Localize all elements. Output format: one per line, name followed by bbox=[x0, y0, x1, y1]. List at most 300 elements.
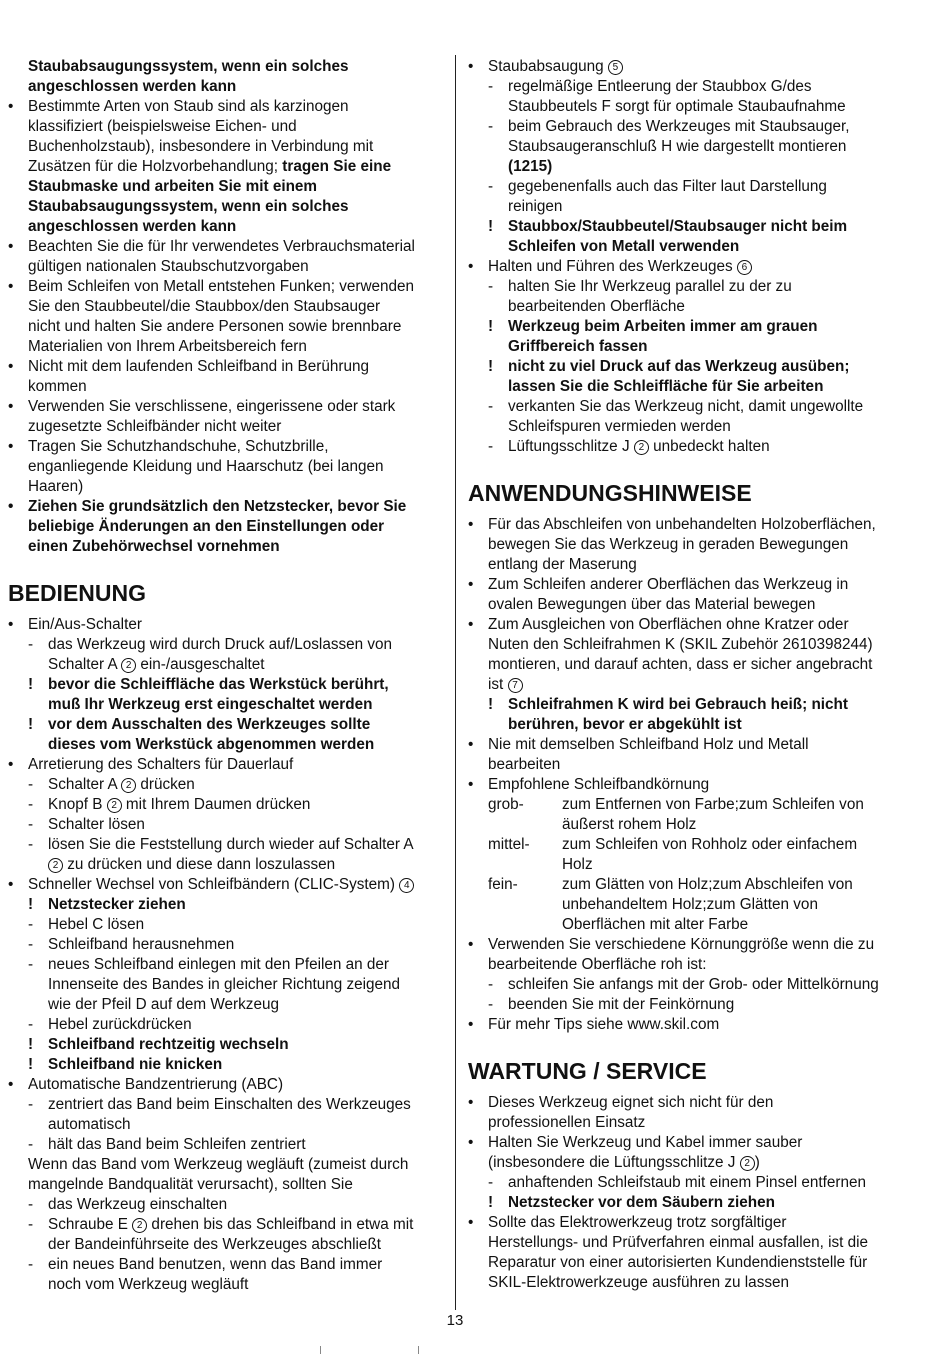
text-line bbox=[8, 695, 440, 715]
text-span: Dieses Werkzeug eignet sich nicht für den bbox=[488, 1094, 774, 1111]
bullet-marker: • bbox=[8, 398, 14, 415]
text-span: Verwenden Sie verschlissene, eingerissene oder stark bbox=[28, 398, 396, 415]
text-line bbox=[468, 257, 904, 277]
text-span: ein-/ausgeschaltet bbox=[136, 656, 265, 673]
dash-marker: - bbox=[28, 936, 34, 953]
text-span: Nie mit demselben Schleifband Holz und Metall bbox=[488, 736, 809, 753]
grit-term: mittel- bbox=[488, 836, 530, 853]
text-span: ovalen Bewegungen über das Material bewegen bbox=[488, 596, 816, 613]
text-line bbox=[8, 1215, 440, 1235]
grit-row bbox=[468, 875, 904, 895]
warning-marker: ! bbox=[28, 1036, 34, 1053]
text-span: der Bandeinführseite des Werkzeuges abschließt bbox=[48, 1236, 382, 1253]
text-span: Halten und Führen des Werkzeuges bbox=[488, 258, 737, 275]
text-line bbox=[468, 755, 904, 775]
text-line bbox=[468, 357, 904, 377]
text-span: lösen Sie die Feststellung durch wieder auf Schalter A bbox=[48, 836, 414, 853]
grit-description: zum Schleifen von Rohholz oder einfachem bbox=[562, 836, 858, 853]
text-line bbox=[8, 935, 440, 955]
text-span: halten Sie Ihr Werkzeug parallel zu der zu bbox=[508, 278, 792, 295]
dash-marker: - bbox=[28, 1196, 34, 1213]
text-span: Bestimmte Arten von Staub sind als karzinogen bbox=[28, 98, 349, 115]
figure-reference: 2 bbox=[132, 1218, 147, 1233]
dash-marker: - bbox=[488, 278, 494, 295]
dash-marker: - bbox=[488, 118, 494, 135]
text-span: professionellen Einsatz bbox=[488, 1114, 646, 1131]
text-line bbox=[8, 137, 440, 157]
text-line bbox=[8, 955, 440, 975]
text-line bbox=[8, 1035, 440, 1055]
text-span: Beim Schleifen von Metall entstehen Funken; verwenden bbox=[28, 278, 415, 295]
text-line bbox=[8, 735, 440, 755]
text-line bbox=[468, 1273, 904, 1293]
text-span: Schneller Wechsel von Schleifbändern (CLIC-System) bbox=[28, 876, 400, 893]
bold-text: (1215) bbox=[508, 158, 553, 175]
text-span: Staubsaugeranschluß H wie dargestellt montieren bbox=[508, 138, 847, 155]
text-span: zugesetzte Schleifbänder nicht weiter bbox=[28, 418, 282, 435]
text-line bbox=[8, 775, 440, 795]
text-line bbox=[8, 995, 440, 1015]
bullet-marker: • bbox=[8, 498, 14, 515]
bullet-marker: • bbox=[468, 576, 474, 593]
bold-text: einen Zubehörwechsel vornehmen bbox=[28, 538, 280, 555]
text-span: mit Ihrem Daumen drücken bbox=[121, 796, 311, 813]
text-line bbox=[8, 257, 440, 277]
text-line bbox=[468, 1173, 904, 1193]
text-line bbox=[468, 675, 904, 695]
text-line bbox=[8, 915, 440, 935]
text-line bbox=[8, 1255, 440, 1275]
text-span: beim Gebrauch des Werkzeuges mit Staubsauger, bbox=[508, 118, 850, 135]
text-line bbox=[8, 177, 440, 197]
text-span: schleifen Sie anfangs mit der Grob- oder Mittelkörnung bbox=[508, 976, 879, 993]
text-line bbox=[468, 137, 904, 157]
text-span: Staubbeutels F sorgt für optimale Staubaufnahme bbox=[508, 98, 846, 115]
figure-reference: 2 bbox=[48, 858, 63, 873]
bold-text: Griffbereich fassen bbox=[508, 338, 648, 355]
text-span: Schraube E bbox=[48, 1216, 133, 1233]
text-line bbox=[468, 1093, 904, 1113]
dash-marker: - bbox=[488, 78, 494, 95]
dash-marker: - bbox=[28, 956, 34, 973]
text-line bbox=[8, 1155, 440, 1175]
dash-marker: - bbox=[28, 1096, 34, 1113]
bullet-marker: • bbox=[8, 876, 14, 893]
bold-text: Staubbox/Staubbeutel/Staubsauger nicht beim bbox=[508, 218, 848, 235]
text-span: das Werkzeug wird durch Druck auf/Loslassen von bbox=[48, 636, 393, 653]
bold-text: beliebige Änderungen an den Einstellungen oder bbox=[28, 518, 385, 535]
bold-text: Schleifband rechtzeitig wechseln bbox=[48, 1036, 289, 1053]
grit-term: fein- bbox=[488, 876, 518, 893]
text-line bbox=[8, 1135, 440, 1155]
grit-description: Oberflächen mit alter Farbe bbox=[562, 916, 749, 933]
text-line bbox=[468, 1153, 904, 1173]
bold-text: dieses vom Werkstück abgenommen werden bbox=[48, 736, 375, 753]
text-span: Empfohlene Schleifbandkörnung bbox=[488, 776, 710, 793]
dash-marker: - bbox=[28, 836, 34, 853]
bold-text: Staubmaske und arbeiten Sie mit einem bbox=[28, 178, 318, 195]
text-line bbox=[8, 1095, 440, 1115]
section-heading: ANWENDUNGSHINWEISE bbox=[468, 480, 752, 506]
text-line bbox=[8, 835, 440, 855]
text-span: Automatische Bandzentrierung (ABC) bbox=[28, 1076, 284, 1093]
text-line bbox=[8, 77, 440, 97]
text-span: entlang der Maserung bbox=[488, 556, 637, 573]
text-span: Sollte das Elektrowerkzeug trotz sorgfältiger bbox=[488, 1214, 787, 1231]
text-line bbox=[8, 357, 440, 377]
text-span: neues Schleifband einlegen mit den Pfeilen an der bbox=[48, 956, 390, 973]
text-span: Lüftungsschlitze J bbox=[508, 438, 634, 455]
bold-text: bevor die Schleiffläche das Werkstück berührt, bbox=[48, 676, 389, 693]
text-span: bewegen Sie das Werkzeug in geraden Bewegungen bbox=[488, 536, 849, 553]
text-span: Halten Sie Werkzeug und Kabel immer sauber bbox=[488, 1134, 803, 1151]
text-span: Zusätzen für die Holzvorbehandlung; bbox=[28, 158, 283, 175]
text-line bbox=[468, 635, 904, 655]
bullet-marker: • bbox=[468, 1214, 474, 1231]
dash-marker: - bbox=[28, 1136, 34, 1153]
dash-marker: - bbox=[28, 796, 34, 813]
text-line bbox=[468, 555, 904, 575]
bold-text: Staubabsaugungssystem, wenn ein solches bbox=[28, 198, 349, 215]
text-span: klassifiziert (beispielsweise Eichen- und bbox=[28, 118, 297, 135]
section-heading: BEDIENUNG bbox=[8, 580, 147, 606]
text-span: Für das Abschleifen von unbehandelten Holzoberflächen, bbox=[488, 516, 876, 533]
text-line bbox=[8, 1235, 440, 1255]
text-span: Arretierung des Schalters für Dauerlauf bbox=[28, 756, 294, 773]
text-line bbox=[8, 1075, 440, 1095]
text-span: Buchenholzstaub), insbesondere in Verbindung mit bbox=[28, 138, 374, 155]
dash-marker: - bbox=[488, 398, 494, 415]
grit-row bbox=[468, 855, 904, 875]
text-line bbox=[8, 1195, 440, 1215]
text-span: Wenn das Band vom Werkzeug wegläuft (zumeist durch bbox=[28, 1156, 409, 1173]
bold-text: Ziehen Sie grundsätzlich den Netzstecker, bevor Sie bbox=[28, 498, 407, 515]
dash-marker: - bbox=[488, 976, 494, 993]
page-number: 13 bbox=[446, 1312, 464, 1329]
text-span: Verwenden Sie verschiedene Körnunggröße wenn die zu bbox=[488, 936, 875, 953]
grit-row bbox=[468, 835, 904, 855]
text-line bbox=[8, 675, 440, 695]
bullet-marker: • bbox=[468, 936, 474, 953]
text-span: zentriert das Band beim Einschalten des Werkzeuges bbox=[48, 1096, 411, 1113]
bullet-marker: • bbox=[468, 1134, 474, 1151]
bold-text: Netzstecker vor dem Säubern ziehen bbox=[508, 1194, 775, 1211]
warning-marker: ! bbox=[488, 318, 494, 335]
text-span: kommen bbox=[28, 378, 87, 395]
text-span: Innenseite des Bandes in gleicher Richtung zeigend bbox=[48, 976, 401, 993]
text-span: Zum Ausgleichen von Oberflächen ohne Kratzer oder bbox=[488, 616, 849, 633]
text-span: beenden Sie mit der Feinkörnung bbox=[508, 996, 735, 1013]
text-line bbox=[468, 695, 904, 715]
bullet-marker: • bbox=[468, 1016, 474, 1033]
text-span: zu drücken und diese dann loszulassen bbox=[63, 856, 336, 873]
text-line bbox=[8, 537, 440, 557]
text-span: Schleifband herausnehmen bbox=[48, 936, 235, 953]
text-span: Sie den Staubbeutel/die Staubbox/den Staubsauger bbox=[28, 298, 381, 315]
text-span: Haaren) bbox=[28, 478, 84, 495]
text-span: hält das Band beim Schleifen zentriert bbox=[48, 1136, 306, 1153]
bullet-marker: • bbox=[468, 516, 474, 533]
warning-marker: ! bbox=[28, 676, 34, 693]
section-heading: WARTUNG / SERVICE bbox=[468, 1058, 707, 1084]
bold-text: berühren, bevor er abgekühlt ist bbox=[508, 716, 742, 733]
text-line bbox=[468, 57, 904, 77]
figure-reference: 6 bbox=[737, 260, 752, 275]
text-line bbox=[468, 277, 904, 297]
text-span: Tragen Sie Schutzhandschuhe, Schutzbrille, bbox=[28, 438, 329, 455]
bold-text: Netzstecker ziehen bbox=[48, 896, 186, 913]
figure-reference: 4 bbox=[399, 878, 414, 893]
text-line bbox=[8, 895, 440, 915]
text-line bbox=[468, 1213, 904, 1233]
text-line bbox=[468, 1015, 904, 1035]
dash-marker: - bbox=[28, 776, 34, 793]
dash-marker: - bbox=[28, 916, 34, 933]
text-line bbox=[468, 735, 904, 755]
text-line bbox=[468, 975, 904, 995]
text-span: Schleifspuren vermieden werden bbox=[508, 418, 731, 435]
text-line bbox=[8, 1275, 440, 1295]
text-line bbox=[468, 97, 904, 117]
text-line bbox=[468, 655, 904, 675]
text-line bbox=[468, 1133, 904, 1153]
figure-reference: 5 bbox=[608, 60, 623, 75]
text-line bbox=[8, 875, 440, 895]
text-line bbox=[468, 397, 904, 417]
text-span: Hebel C lösen bbox=[48, 916, 145, 933]
text-span: Hebel zurückdrücken bbox=[48, 1016, 192, 1033]
bullet-marker: • bbox=[8, 278, 14, 295]
text-span: das Werkzeug einschalten bbox=[48, 1196, 228, 1213]
grit-description: Holz bbox=[562, 856, 593, 873]
dash-marker: - bbox=[28, 1216, 34, 1233]
bold-text: muß Ihr Werkzeug erst eingeschaltet werden bbox=[48, 696, 373, 713]
text-line bbox=[8, 477, 440, 497]
text-line bbox=[468, 615, 904, 635]
grit-row bbox=[468, 795, 904, 815]
grit-row bbox=[468, 915, 904, 935]
bold-text: Werkzeug beim Arbeiten immer am grauen bbox=[508, 318, 818, 335]
bullet-marker: • bbox=[468, 258, 474, 275]
text-span: enganliegende Kleidung und Haarschutz (bei langen bbox=[28, 458, 384, 475]
text-span: Herstellungs- und Prüfverfahren einmal ausfallen, ist die bbox=[488, 1234, 869, 1251]
text-line bbox=[468, 177, 904, 197]
text-line bbox=[468, 1193, 904, 1213]
text-span: bearbeiten bbox=[488, 756, 561, 773]
bold-text: vor dem Ausschalten des Werkzeuges sollte bbox=[48, 716, 371, 733]
text-line bbox=[8, 337, 440, 357]
text-line bbox=[8, 457, 440, 477]
grit-description: unbehandeltem Holz;zum Glätten von bbox=[562, 896, 818, 913]
text-line bbox=[8, 615, 440, 635]
figure-reference: 2 bbox=[634, 440, 649, 455]
dash-marker: - bbox=[28, 1016, 34, 1033]
figure-reference: 2 bbox=[107, 798, 122, 813]
text-line bbox=[8, 437, 440, 457]
bullet-marker: • bbox=[8, 238, 14, 255]
warning-marker: ! bbox=[488, 696, 494, 713]
text-span: nicht und halten Sie andere Personen sowie brennbare bbox=[28, 318, 402, 335]
text-span: ein neues Band benutzen, wenn das Band immer bbox=[48, 1256, 383, 1273]
text-line bbox=[8, 755, 440, 775]
dash-marker: - bbox=[488, 178, 494, 195]
text-span: regelmäßige Entleerung der Staubbox G/des bbox=[508, 78, 812, 95]
right-column bbox=[468, 57, 904, 1293]
text-span: drehen bis das Schleifband in etwa mit bbox=[147, 1216, 414, 1233]
text-span: bearbeitenden Oberfläche bbox=[508, 298, 685, 315]
bullet-marker: • bbox=[8, 616, 14, 633]
warning-marker: ! bbox=[28, 896, 34, 913]
text-span: Schalter lösen bbox=[48, 816, 145, 833]
warning-marker: ! bbox=[488, 1194, 494, 1211]
bullet-marker: • bbox=[8, 358, 14, 375]
text-line bbox=[468, 935, 904, 955]
dash-marker: - bbox=[28, 636, 34, 653]
grit-row bbox=[468, 815, 904, 835]
text-line bbox=[8, 117, 440, 137]
bold-text: Schleifrahmen K wird bei Gebrauch heiß; nicht bbox=[508, 696, 848, 713]
text-line bbox=[468, 955, 904, 975]
text-line bbox=[8, 855, 440, 875]
text-span: Für mehr Tips siehe www.skil.com bbox=[488, 1016, 720, 1033]
text-line bbox=[8, 397, 440, 417]
grit-row bbox=[468, 895, 904, 915]
text-span: Ein/Aus-Schalter bbox=[28, 616, 142, 633]
bullet-marker: • bbox=[468, 1094, 474, 1111]
text-line bbox=[468, 157, 904, 177]
text-line bbox=[8, 815, 440, 835]
text-span: unbedeckt halten bbox=[648, 438, 770, 455]
text-span: ist bbox=[488, 676, 508, 693]
text-line bbox=[8, 277, 440, 297]
text-line bbox=[8, 1015, 440, 1035]
dash-marker: - bbox=[28, 816, 34, 833]
bold-text: angeschlossen werden kann bbox=[28, 218, 237, 235]
grit-description: zum Entfernen von Farbe;zum Schleifen von bbox=[562, 796, 864, 813]
scan-mark bbox=[320, 1346, 321, 1354]
text-span: anhaftenden Schleifstaub mit einem Pinsel entfernen bbox=[508, 1174, 867, 1191]
text-line bbox=[8, 317, 440, 337]
bold-text: Schleifen von Metall verwenden bbox=[508, 238, 740, 255]
text-line bbox=[468, 377, 904, 397]
bullet-marker: • bbox=[468, 776, 474, 793]
text-span: ) bbox=[754, 1154, 760, 1171]
text-line bbox=[468, 197, 904, 217]
bullet-marker: • bbox=[8, 438, 14, 455]
text-line bbox=[8, 197, 440, 217]
text-span: drücken bbox=[136, 776, 195, 793]
text-line bbox=[468, 595, 904, 615]
text-span: montieren, und darauf achten, dass er sicher angebracht bbox=[488, 656, 873, 673]
bold-text: nicht zu viel Druck auf das Werkzeug ausüben; bbox=[508, 358, 850, 375]
grit-description: zum Glätten von Holz;zum Abschleifen von bbox=[562, 876, 853, 893]
figure-reference: 2 bbox=[740, 1156, 755, 1171]
text-line bbox=[468, 417, 904, 437]
text-span: automatisch bbox=[48, 1116, 131, 1133]
warning-marker: ! bbox=[28, 1056, 34, 1073]
text-line bbox=[8, 497, 440, 517]
warning-marker: ! bbox=[488, 218, 494, 235]
warning-marker: ! bbox=[488, 358, 494, 375]
text-span: Beachten Sie die für Ihr verwendetes Verbrauchsmaterial bbox=[28, 238, 415, 255]
text-span: mangelnde Bandqualität verursacht), sollten Sie bbox=[28, 1176, 353, 1193]
figure-reference: 7 bbox=[508, 678, 523, 693]
text-line bbox=[8, 217, 440, 237]
text-line bbox=[468, 1233, 904, 1253]
bold-text: lassen Sie die Schleiffläche für Sie arbeiten bbox=[508, 378, 824, 395]
text-line bbox=[468, 995, 904, 1015]
bold-text: Schleifband nie knicken bbox=[48, 1056, 223, 1073]
text-span: Schalter A bbox=[48, 776, 122, 793]
text-line bbox=[8, 377, 440, 397]
text-span: bearbeitende Oberfläche roh ist: bbox=[488, 956, 707, 973]
text-line bbox=[8, 97, 440, 117]
dash-marker: - bbox=[488, 996, 494, 1013]
bullet-marker: • bbox=[468, 736, 474, 753]
bold-text: tragen Sie eine bbox=[282, 158, 392, 175]
text-line bbox=[8, 795, 440, 815]
text-span: gegebenenfalls auch das Filter laut Darstellung bbox=[508, 178, 827, 195]
warning-marker: ! bbox=[28, 716, 34, 733]
text-line bbox=[8, 715, 440, 735]
text-line bbox=[8, 297, 440, 317]
text-span: wie der Pfeil D auf dem Werkzeug bbox=[48, 996, 279, 1013]
bullet-marker: • bbox=[468, 58, 474, 75]
figure-reference: 2 bbox=[121, 658, 136, 673]
text-line bbox=[8, 57, 440, 77]
text-line bbox=[468, 117, 904, 137]
text-span: reinigen bbox=[508, 198, 563, 215]
text-line bbox=[468, 1253, 904, 1273]
figure-reference: 2 bbox=[121, 778, 136, 793]
dash-marker: - bbox=[488, 1174, 494, 1191]
bullet-marker: • bbox=[8, 1076, 14, 1093]
bullet-marker: • bbox=[8, 756, 14, 773]
text-line bbox=[8, 1175, 440, 1195]
text-span: (insbesondere die Lüftungsschlitze J bbox=[488, 1154, 740, 1171]
dash-marker: - bbox=[488, 438, 494, 455]
left-column bbox=[8, 57, 440, 1295]
text-span: Staubabsaugung bbox=[488, 58, 608, 75]
grit-term: grob- bbox=[488, 796, 524, 813]
text-line bbox=[468, 217, 904, 237]
text-span: Reparatur von einer autorisierten Kundendienststelle für bbox=[488, 1254, 868, 1271]
text-line bbox=[468, 1113, 904, 1133]
text-line bbox=[468, 775, 904, 795]
text-line bbox=[468, 317, 904, 337]
text-span: Knopf B bbox=[48, 796, 107, 813]
text-line bbox=[8, 157, 440, 177]
text-span: Nuten den Schleifrahmen K (SKIL Zubehör 2610398244) bbox=[488, 636, 873, 653]
text-span: gültigen nationalen Staubschutzvorgaben bbox=[28, 258, 309, 275]
text-line bbox=[468, 337, 904, 357]
grit-description: äußerst rohem Holz bbox=[562, 816, 697, 833]
text-span: SKIL-Elektrowerkzeuge ausführen zu lassen bbox=[488, 1274, 790, 1291]
dash-marker: - bbox=[28, 1256, 34, 1273]
text-line bbox=[468, 237, 904, 257]
bold-text: Staubabsaugungssystem, wenn ein solches bbox=[28, 58, 349, 75]
text-line bbox=[8, 237, 440, 257]
text-line bbox=[468, 575, 904, 595]
text-line bbox=[8, 635, 440, 655]
text-line bbox=[8, 1055, 440, 1075]
text-line bbox=[468, 77, 904, 97]
bold-text: angeschlossen werden kann bbox=[28, 78, 237, 95]
text-span: noch vom Werkzeug wegläuft bbox=[48, 1276, 249, 1293]
text-line bbox=[8, 417, 440, 437]
column-divider bbox=[455, 55, 456, 1310]
bullet-marker: • bbox=[468, 616, 474, 633]
